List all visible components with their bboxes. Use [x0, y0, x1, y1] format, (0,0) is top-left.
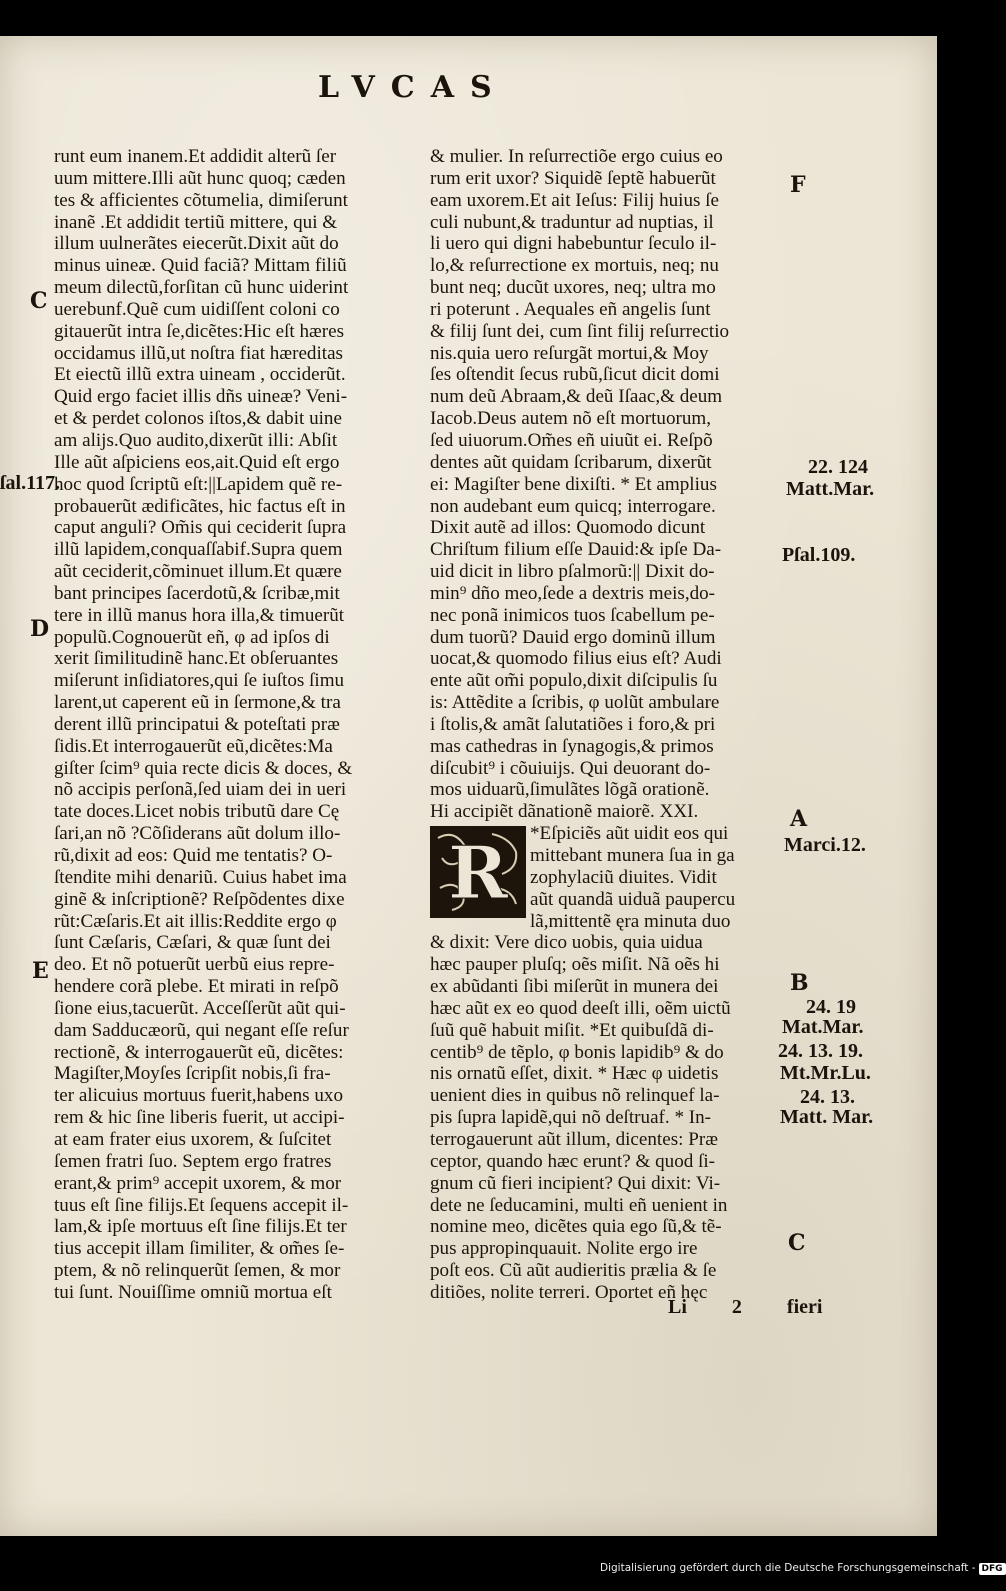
text-line: uum mittere.Illi aũt hunc quoq; cæden [54, 167, 346, 189]
text-line: occidamus illũ,ut noſtra fiat hæreditas [54, 342, 343, 364]
text-line: derent illũ principatui & poteſtati præ [54, 713, 340, 735]
text-line: ſed uiuorum.Om̃es eñ uiuũt ei. Reſpõ [430, 429, 713, 451]
text-line: dum tuorũ? Dauid ergo dominũ illum [430, 626, 716, 648]
text-line: zophylaciũ diuites. Vidit [530, 866, 717, 888]
text-line: illũ lapidem,conquaſſabif.Supra quem [54, 539, 343, 561]
text-line: lo,& reſurrectione ex mortuis, neq; nu [430, 255, 719, 277]
text-line: uerebunf.Quẽ cum uidiſſent coloni co [54, 298, 340, 320]
text-line: larent,ut caperent eũ in ſermone,& tra [54, 692, 341, 714]
drop-initial-glyph [432, 828, 524, 916]
text-line: ptem, & nõ relinquerũt ſemen, & mor [54, 1260, 341, 1282]
text-line: giſter ſcim⁹ quia recte dicis & doces, & [54, 757, 353, 779]
margin-note-matt-mar-2: Matt. Mar. [780, 1106, 874, 1128]
text-line: min⁹ dño meo,ſede a dextris meis,do- [430, 582, 716, 604]
text-line: ſuũ quẽ habuit miſit. *Et quibuſdã di- [430, 1019, 714, 1041]
text-line: populũ.Cognouerũt eñ, φ ad ipſos di [54, 626, 330, 648]
text-line: *Eſpiciẽs aũt uidit eos qui [530, 823, 729, 845]
text-line: lam,& ipſe mortuus eſt ſine filijs.Et ter [54, 1216, 347, 1238]
text-line: hoc quod ſcriptũ eſt:||Lapidem quẽ re- [54, 473, 343, 495]
text-line: i ſtolis,& amãt ſalutatiões i foro,& pri [430, 713, 716, 735]
margin-note-mat-mar: Mat.Mar. [782, 1016, 864, 1038]
text-line: uid dicit in libro pſalmorũ:|| Dixit do- [430, 561, 715, 583]
text-line: hendere corã plebe. Et mirati in reſpõ [54, 976, 339, 998]
svg-text:R: R [448, 830, 508, 915]
text-line: caput anguli? Om̃is qui ceciderit ſupra [54, 517, 347, 539]
right-text-column [430, 146, 792, 1304]
dfg-logo: DFG [979, 1563, 1006, 1575]
text-line: non audebant eum quicq; interrogare. [430, 495, 716, 517]
text-line: gitauerũt intra ſe,dicẽtes:Hic eſt hæres [54, 320, 345, 342]
text-line: nis.quia uero reſurgãt mortui,& Moy [430, 342, 709, 364]
text-line: dam Sadducæorũ, qui negant eſſe reſur [54, 1019, 349, 1041]
text-line: rũ,dixit ad eos: Quid me tentatis? O- [54, 845, 333, 866]
section-letter-c-lower: C [788, 1230, 806, 1256]
margin-note-psal109: Pſal.109. [782, 544, 856, 566]
text-line: rũt:Cæſaris.Et ait illis:Reddite ergo φ [54, 910, 337, 932]
text-line: pus appropinquauit. Nolite ergo ire [430, 1238, 698, 1260]
text-line: Ille aũt aſpiciens eos,ait.Quid eſt ergo [54, 451, 340, 473]
text-line: is: Attẽdite a ſcribis, φ uolũt ambulare [430, 692, 720, 714]
running-title: LVCAS [318, 70, 508, 105]
text-line: tuus eſt ſine filijs.Et ſequens accepit il- [54, 1194, 349, 1216]
text-line: at eam frater eius uxorem, & ſuſcitet [54, 1128, 332, 1150]
text-line: tius accepit illam ſimiliter, & om̃es ſe- [54, 1238, 345, 1260]
text-line: nec ponã inimicos tuos ſcabellum pe- [430, 604, 715, 626]
margin-note-psal117: ſal.117. [0, 472, 61, 494]
text-line: ſes oſtendit ſecus rubũ,ſicut dicit domi [430, 364, 720, 386]
text-line: lã,mittentẽ ęra minuta duo [530, 910, 731, 932]
text-line: mas cathedras in ſynagogis,& primos [430, 735, 714, 757]
text-line: diſcubit⁹ i cõuiuijs. Qui deuorant do- [430, 757, 711, 779]
section-letter-a: A [790, 806, 808, 832]
text-line: ſione eius,tacuerũt. Acceſſerũt aũt qui- [54, 997, 346, 1019]
text-line: xerit ſimilitudinẽ hanc.Et obſeruantes [54, 648, 339, 670]
text-line: erant,& prim⁹ accepit uxorem, & mor [54, 1172, 342, 1194]
text-line: gnum cũ fieri incipient? Qui dixit: Vi- [430, 1172, 721, 1194]
text-line: uenient dies in quibus nõ relinquef la- [430, 1085, 720, 1107]
text-line: Quid ergo faciet illis dñs uineæ? Veni- [54, 386, 348, 408]
text-line: tere in illũ manus hora illa,& timuerũt [54, 604, 345, 626]
text-line: nomine meo, dicẽtes quia ego ſũ,& tẽ- [430, 1216, 722, 1238]
signature-mark: Li 2 [668, 1296, 742, 1318]
text-line: aũt ceciderit,cõminuet illum.Et quære [54, 561, 342, 583]
text-line: Et eiectũ illũ extra uineam , occiderũt. [54, 364, 346, 386]
text-line: hæc aũt ex eo quod deeſt illi, oẽm uictũ [430, 997, 731, 1019]
margin-note-ref-24-13: 24. 13. [800, 1086, 855, 1108]
text-line: mittebant munera ſua in ga [530, 845, 735, 866]
text-line: aũt quandã uiduã paupercu [530, 888, 736, 910]
text-line: mos uiduarũ,ſimulãtes lõgã orationẽ. [430, 779, 710, 801]
text-line: uocat,& quomodo filius eius eſt? Audi [430, 648, 722, 670]
text-line: li uero qui digni habebuntur ſeculo il- [430, 233, 717, 255]
text-line: Dixit autẽ ad illos: Quomodo dicunt [430, 517, 706, 539]
text-line: ente aũt om̃i populo,dixit diſcipulis ſu [430, 670, 718, 692]
text-line: centib⁹ de tẽplo, φ bonis lapidib⁹ & do [430, 1041, 724, 1063]
text-line: meum dilectũ,forſitan cũ hunc uiderint [54, 277, 349, 299]
text-line: minus uineæ. Quid faciã? Mittam filiũ [54, 255, 347, 277]
catchword: fieri [786, 1296, 823, 1318]
drop-initial [430, 826, 526, 918]
text-line: ginẽ & inſcriptionẽ? Reſpõdentes dixe [54, 888, 345, 910]
text-line: ſemen fratri ſuo. Septem ergo fratres [54, 1150, 332, 1172]
margin-note-ref-24-13-19: 24. 13. 19. [778, 1040, 863, 1062]
text-line: dentes aũt quidam ſcribarum, dixerũt [430, 451, 712, 473]
text-line: dete ne ſeducamini, multi eñ uenient in [430, 1194, 728, 1216]
text-line: terrogauerunt aũt illum, dicentes: Præ [430, 1128, 718, 1150]
text-line: pis ſupra lapidẽ,qui nõ deſtruaf. * In- [430, 1107, 712, 1129]
text-line: tate doces.Licet nobis tributũ dare Cę [54, 801, 340, 823]
text-line: ei: Magiſter bene dixiſti. * Et amplius [430, 473, 717, 495]
section-letter-f: F [790, 172, 806, 198]
section-letter-b: B [790, 970, 809, 996]
text-line: rem & hic ſine liberis fuerit, ut accipi- [54, 1107, 345, 1129]
text-line: ſari,an nõ ?Cõſiderans aũt dolum illo- [54, 823, 341, 845]
text-line: ditiões, nolite terreri. Oportet eñ hęc [430, 1281, 708, 1303]
text-line: probauerũt ædificãtes, hic factus eſt in [54, 495, 346, 517]
text-line: tes & afficientes cõtumelia, dimiſerunt [54, 189, 348, 211]
text-line: et & perdet colonos iſtos,& dabit uine [54, 408, 342, 430]
text-line: am alijs.Quo audito,dixerũt illi: Abſit [54, 429, 338, 451]
text-line: nis ornatũ eſſet, dixit. * Hæc φ uidetis [430, 1063, 719, 1085]
text-line: poſt eos. Cũ aũt audieritis prælia & ſe [430, 1260, 717, 1282]
text-line: & dixit: Vere dico uobis, quia uidua [430, 932, 703, 954]
text-line: eam uxorem.Et ait Ieſus: Filij huius ſe [430, 189, 720, 211]
text-line: miſerunt inſidiatores,qui ſe iuſtos ſimu [54, 670, 345, 692]
text-line: hæc pauper pluſq; oẽs miſit. Nã oẽs hi [430, 954, 720, 976]
text-line: ceptor, quando hæc erunt? & quod ſi- [430, 1150, 716, 1172]
digitization-credit [600, 1562, 1006, 1582]
text-line: inanẽ .Et addidit tertiũ mittere, qui & [54, 211, 338, 233]
text-line: Hi accipiẽt dãnationẽ maiorẽ. XXI. [430, 801, 699, 823]
text-line: Chriſtum filium eſſe Dauid:& ipſe Da- [430, 539, 722, 561]
text-line: ſunt Cæſaris, Cæſari, & quæ ſunt dei [54, 932, 331, 954]
text-line: deo. Et nõ potuerũt uerbũ eius repre- [54, 954, 335, 976]
margin-note-ref-22-124: 22. 124 [808, 456, 868, 478]
text-line: ſtendite mihi denariũ. Cuius habet ima [54, 866, 347, 888]
left-text-column [54, 146, 416, 1304]
section-letter-d: D [30, 616, 50, 642]
text-line: rectionẽ, & interrogauerũt eũ, dicẽtes: [54, 1041, 344, 1063]
text-line: Iacob.Deus autem nõ eſt mortuorum, [430, 408, 712, 430]
margin-note-mt-mr-lu: Mt.Mr.Lu. [780, 1062, 871, 1084]
text-line: ex abũdanti ſibi miſerũt in munera dei [430, 976, 719, 998]
text-line: bunt neq; ducũt uxores, neq; ultra mo [430, 277, 716, 299]
text-line: ter alicuius mortuus fuerit,habens uxo [54, 1085, 343, 1107]
text-line: tui ſunt. Nouiſſime omniũ mortua eſt [54, 1281, 332, 1303]
text-line: illum uulnerãtes eiecerũt.Dixit aũt do [54, 233, 339, 255]
margin-note-matt-mar: Matt.Mar. [786, 478, 875, 500]
credit-text: Digitalisierung gefördert durch die Deutsche Forschungsgemeinschaft - [600, 1562, 976, 1574]
text-line: & filij ſunt dei, cum ſint filij reſurrectio [430, 320, 730, 342]
text-line: bant principes ſacerdotũ,& ſcribæ,mit [54, 582, 340, 604]
section-letter-c: C [30, 288, 48, 314]
text-line: rum erit uxor? Siquidẽ ſeptẽ habuerũt [430, 167, 716, 189]
text-line: culi nubunt,& traduntur ad nuptias, il [430, 211, 714, 233]
text-line: Magiſter,Moyſes ſcripſit nobis,ſi fra- [54, 1063, 331, 1085]
page-footer [668, 1296, 822, 1319]
section-letter-e: E [32, 958, 49, 984]
text-line: ſidis.Et interrogauerũt eũ,dicẽtes:Ma [54, 735, 333, 757]
margin-note-ref-24-19: 24. 19 [806, 996, 856, 1018]
text-line: num deũ Abraam,& deũ Iſaac,& deum [430, 386, 723, 408]
text-line: ri poterunt . Aequales eñ angelis ſunt [430, 298, 711, 320]
margin-note-marci12: Marci.12. [784, 834, 866, 856]
text-line: & mulier. In reſurrectiõe ergo cuius eo [430, 146, 723, 167]
text-line: nõ accipis perſonã,ſed uiam dei in ueri [54, 779, 347, 801]
text-line: runt eum inanem.Et addidit alterũ ſer [54, 146, 337, 167]
